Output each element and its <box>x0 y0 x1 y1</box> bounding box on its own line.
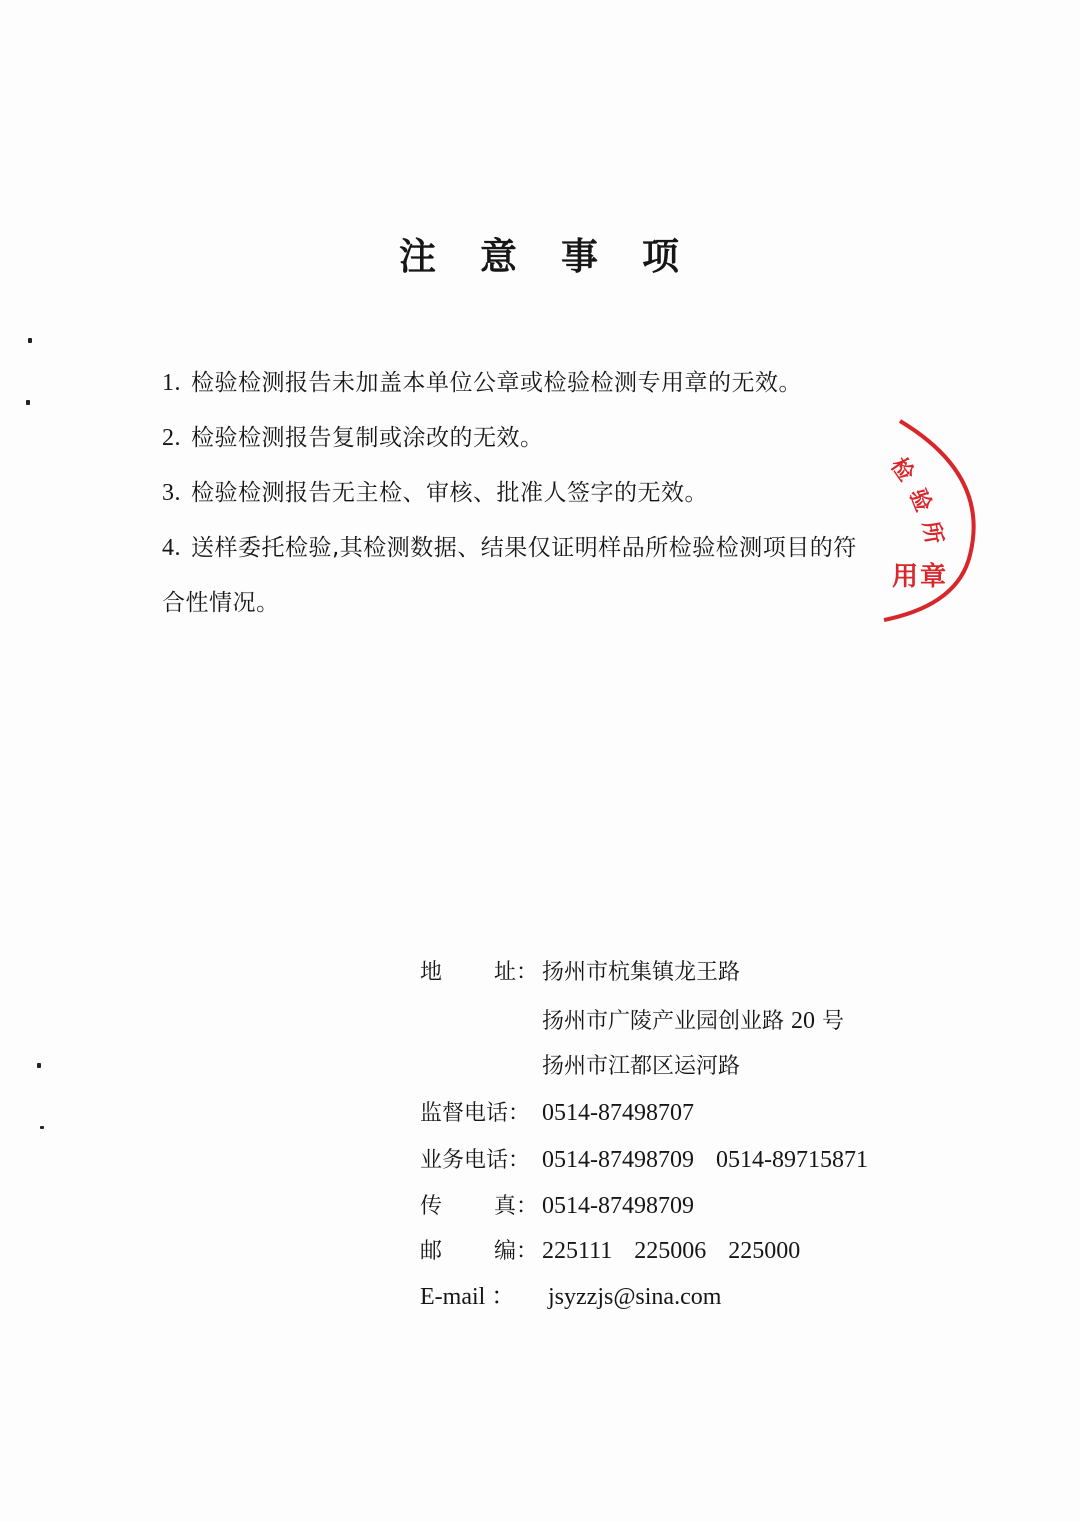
notice-text: 送样委托检验,其检测数据、结果仅证明样品所检验检测项目的符 <box>191 535 857 561</box>
title-char: 事 <box>561 235 638 278</box>
postcode-2: 225006 <box>634 1238 707 1264</box>
business-phone-1: 0514-87498709 <box>542 1147 694 1173</box>
scan-speck <box>26 400 30 405</box>
address-value: 扬州市广陵产业园创业路 <box>542 1009 785 1034</box>
email-label: E-mail ： <box>420 1284 516 1310</box>
scan-speck <box>28 338 32 343</box>
address-value: 扬州市江都区运河路 <box>542 1054 741 1079</box>
supervision-phone-row <box>420 1098 694 1129</box>
address-row-2 <box>420 1006 844 1037</box>
notice-number: 3. <box>162 480 181 506</box>
address-label: 地 址： <box>420 960 538 985</box>
business-phone-2: 0514-89715871 <box>716 1147 868 1173</box>
postcode-row <box>420 1236 800 1267</box>
email-address[interactable]: jsyzzjs@sina.com <box>548 1284 722 1310</box>
official-seal-icon <box>870 415 980 625</box>
scan-speck <box>37 1063 41 1068</box>
postcode-3: 225000 <box>728 1238 801 1264</box>
fax-number: 0514-87498709 <box>542 1193 694 1219</box>
notice-item-4 <box>162 532 857 564</box>
page-title <box>0 226 1080 280</box>
notice-number: 4. <box>162 535 181 561</box>
address-row-1 <box>420 958 740 988</box>
address-value: 扬州市杭集镇龙王路 <box>542 960 741 985</box>
notice-text: 检验检测报告未加盖本单位公章或检验检测专用章的无效。 <box>191 370 802 396</box>
notice-item-3 <box>162 477 708 509</box>
notice-item-2 <box>162 422 544 454</box>
title-char: 项 <box>642 235 719 278</box>
notice-text: 检验检测报告复制或涂改的无效。 <box>191 425 544 451</box>
notice-number: 2. <box>162 425 181 451</box>
svg-text:检: 检 <box>885 453 919 487</box>
svg-text:所: 所 <box>917 519 946 546</box>
supervision-phone-label: 监督电话： <box>420 1101 531 1126</box>
fax-row <box>420 1191 694 1222</box>
notice-item-1 <box>162 367 802 399</box>
notice-number: 1. <box>162 370 181 396</box>
fax-label: 传 真： <box>420 1194 538 1219</box>
svg-text:验: 验 <box>904 485 936 516</box>
postcode-label: 邮 编： <box>420 1239 538 1264</box>
notice-text: 合性情况。 <box>162 590 280 616</box>
address-suffix: 号 <box>822 1009 845 1034</box>
notice-item-4-continuation <box>162 587 280 619</box>
svg-text:用: 用 <box>892 562 919 592</box>
supervision-phone: 0514-87498707 <box>542 1100 694 1126</box>
address-row-3 <box>420 1052 740 1082</box>
title-char: 意 <box>480 235 557 278</box>
svg-text:章: 章 <box>920 562 947 592</box>
scan-speck <box>40 1126 44 1129</box>
notice-text: 检验检测报告无主检、审核、批准人签字的无效。 <box>191 480 708 506</box>
business-phone-label: 业务电话： <box>420 1148 531 1173</box>
email-row <box>420 1282 721 1313</box>
address-number: 20 <box>791 1008 816 1034</box>
postcode-1: 225111 <box>542 1238 613 1264</box>
business-phone-row <box>420 1145 868 1176</box>
title-char: 注 <box>399 235 476 278</box>
